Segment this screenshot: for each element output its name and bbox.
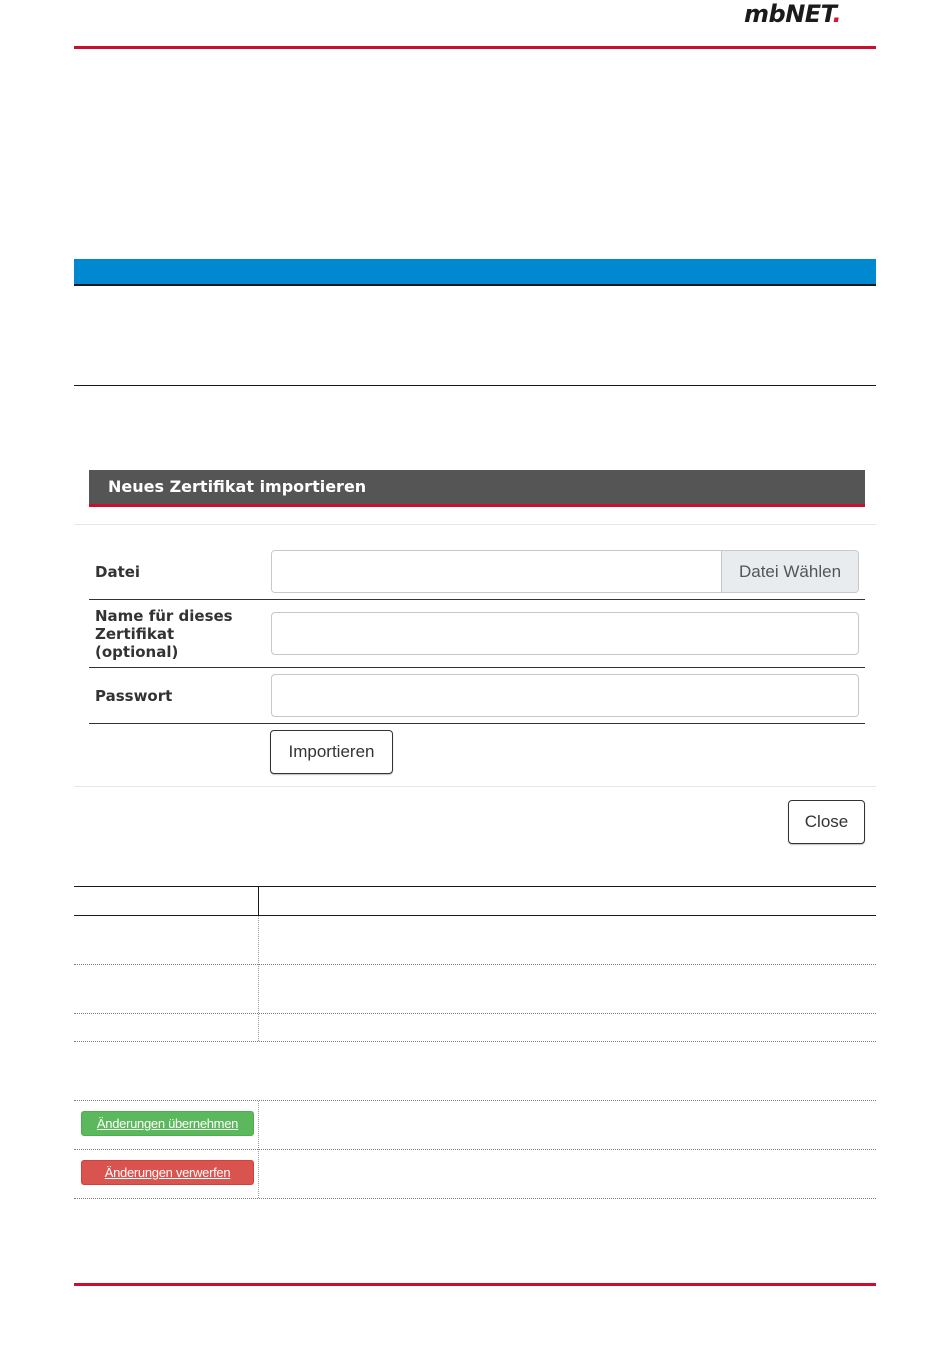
logo-dot: . xyxy=(832,0,842,28)
row-divider xyxy=(89,599,865,600)
table-row xyxy=(74,1013,876,1014)
table-header-column-divider xyxy=(258,886,259,915)
section-divider xyxy=(74,385,876,386)
password-input[interactable] xyxy=(271,674,859,717)
action-column-divider xyxy=(258,1101,259,1198)
certificate-name-label xyxy=(95,607,233,661)
certificate-name-label-line1: Name für dieses xyxy=(95,607,233,625)
table-header-divider xyxy=(74,915,876,916)
password-label: Passwort xyxy=(95,687,173,705)
modal-header-divider xyxy=(74,524,876,525)
certificate-name-label-line3: (optional) xyxy=(95,643,179,661)
logo-text: mbNET xyxy=(744,0,833,28)
table-top-border xyxy=(74,886,876,887)
blue-title-bar xyxy=(74,259,876,286)
import-button[interactable]: Importieren xyxy=(270,730,393,774)
brand-logo xyxy=(744,0,841,28)
close-button[interactable]: Close xyxy=(788,800,865,844)
modal-header xyxy=(89,470,865,507)
certificate-name-input[interactable] xyxy=(271,612,859,655)
row-divider xyxy=(89,667,865,668)
modal-footer-divider xyxy=(74,786,876,787)
choose-file-button[interactable]: Datei Wählen xyxy=(721,551,858,592)
discard-changes-button[interactable]: Änderungen verwerfen xyxy=(81,1160,254,1185)
action-row-divider xyxy=(74,1149,876,1150)
file-name-input[interactable] xyxy=(272,551,721,592)
file-input-group[interactable] xyxy=(271,550,859,593)
table-row xyxy=(74,1041,876,1042)
certificate-name-label-line2: Zertifikat xyxy=(95,625,175,643)
modal-title: Neues Zertifikat importieren xyxy=(108,477,367,496)
file-label: Datei xyxy=(95,563,141,581)
header-divider xyxy=(74,46,876,49)
footer-divider xyxy=(74,1283,876,1286)
table-column-divider xyxy=(258,916,259,1041)
action-row-divider xyxy=(74,1198,876,1199)
apply-changes-button[interactable]: Änderungen übernehmen xyxy=(81,1111,254,1136)
table-row xyxy=(74,964,876,965)
row-divider xyxy=(89,723,865,724)
action-row-divider xyxy=(74,1100,876,1101)
